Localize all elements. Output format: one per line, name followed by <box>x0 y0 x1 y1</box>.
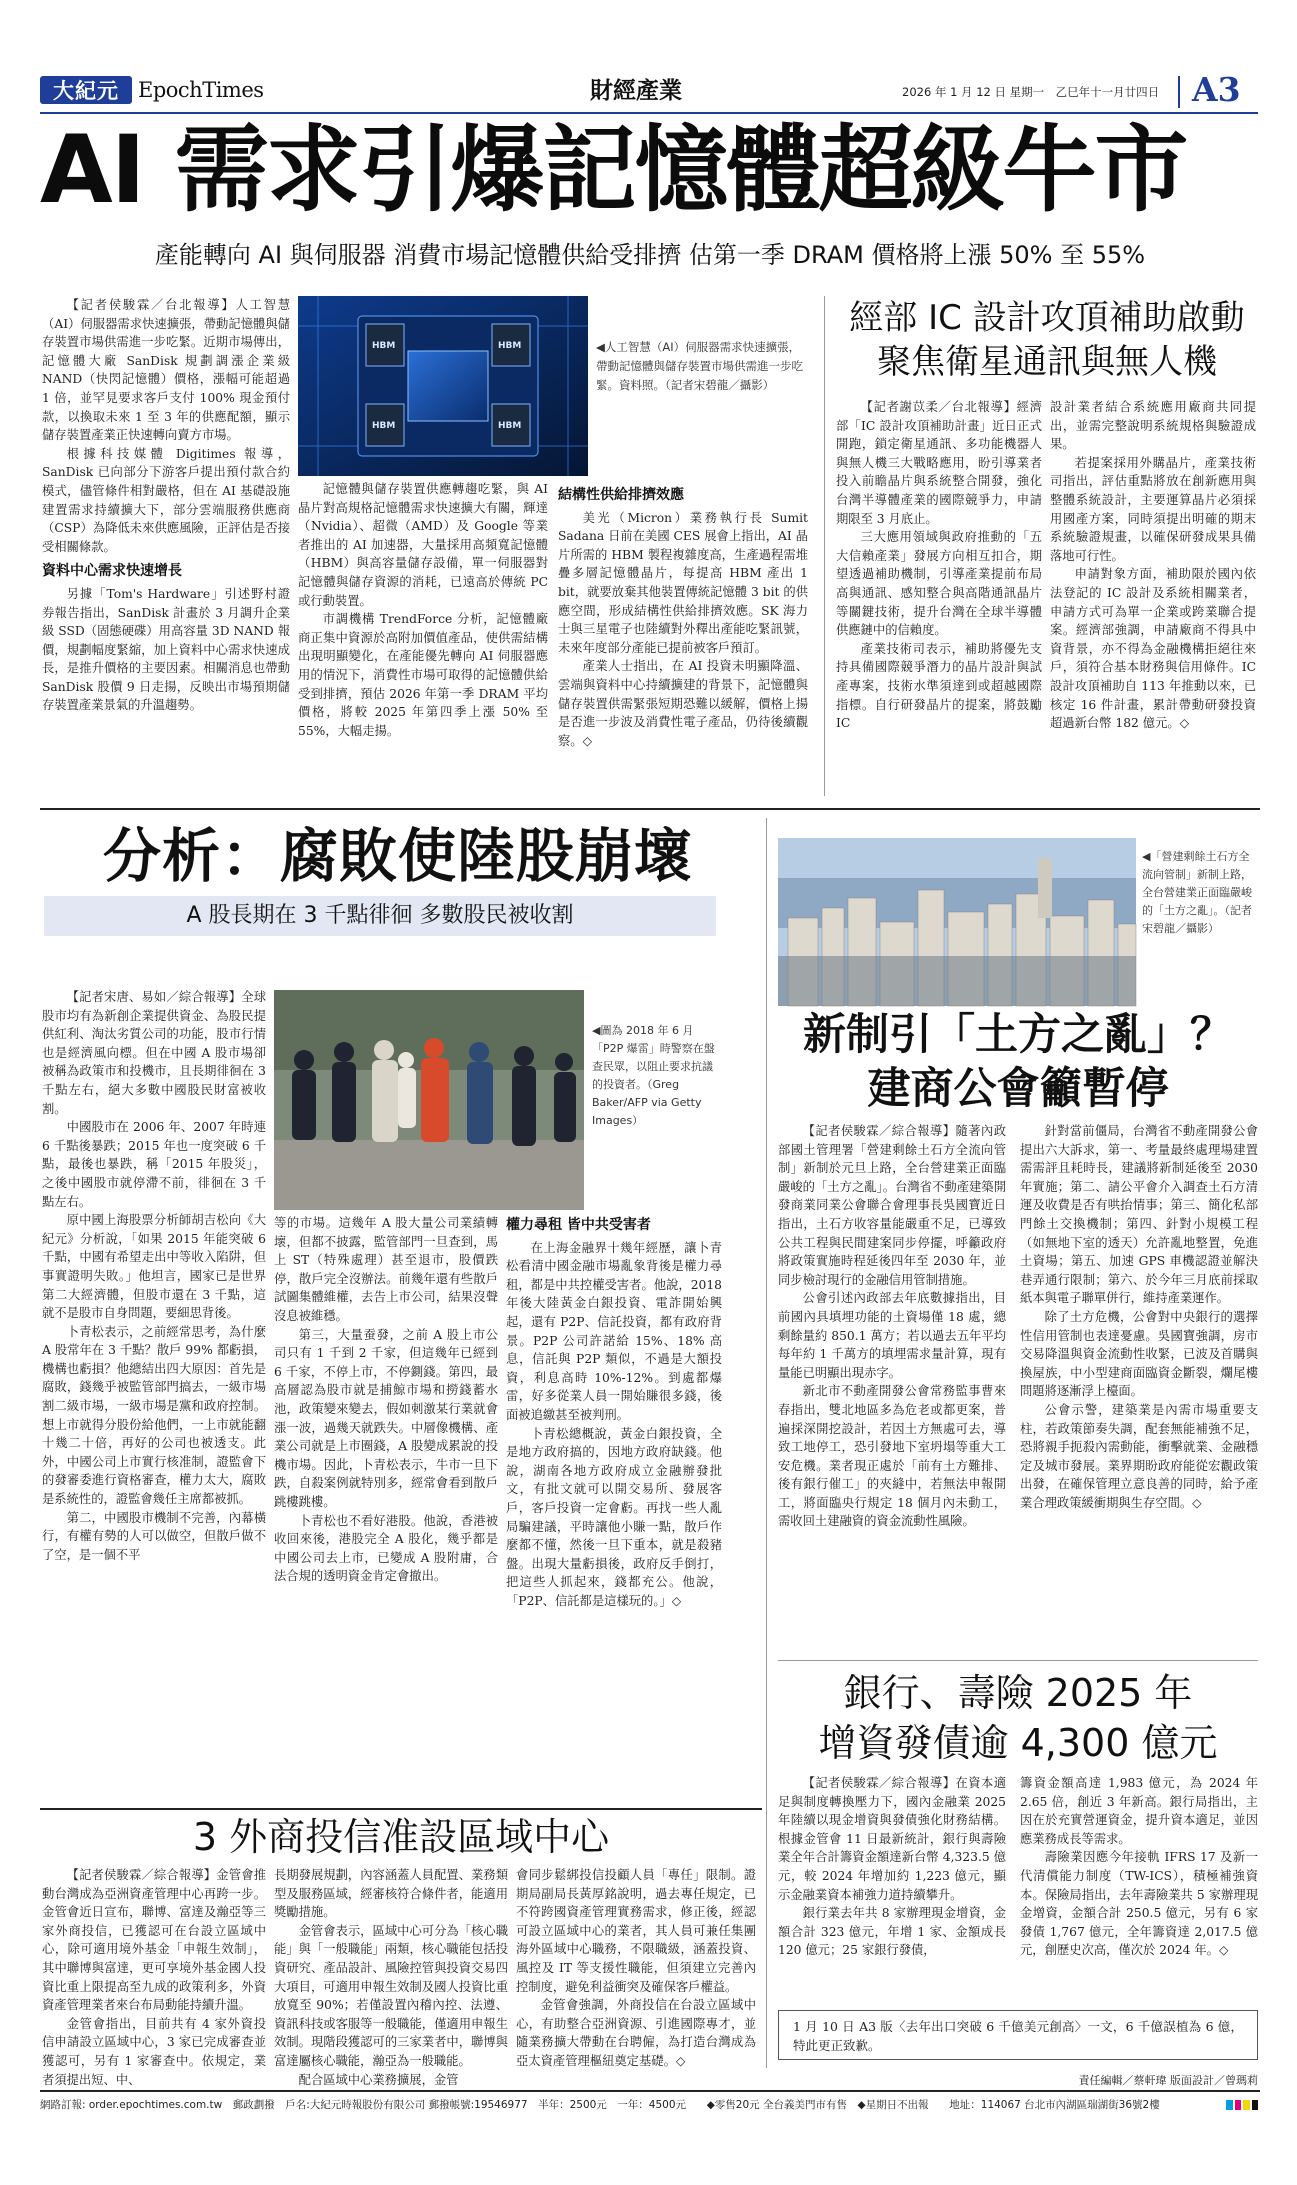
paragraph: 卜青松總概說，黃金白銀投資，全是地方政府搞的，因地方政府缺錢。他說，湖南各地方政府成立金融辦發批文，有批文就可以開交易所、發展客戶，客戶投資一定會虧。再找一些人亂局騙建議，平時讓他小賺一點，散戶作麼都不懂，然後一旦下重本，就是殺豬盤。出現大量虧損後，政府反手倒打，把這些人抓起來，錢都充公。他說，「P2P、信託都是這樣玩的。」◇ <box>506 1426 722 1608</box>
footer-bar <box>40 2094 1260 2116</box>
paragraph: 若提案採用外購晶片，產業技術司指出，評估重點將放在創新應用與整體系統設計，主要運算晶片必須採用國產方案，同時須提出明確的期末系統驗證規畫，以確保研發成果具備落地可行性。 <box>1050 455 1256 563</box>
lead-col-2 <box>298 480 548 796</box>
brand-en: EpochTimes <box>138 78 264 102</box>
paragraph: 【記者侯駿霖／綜合報導】金管會推動台灣成為亞洲資產管理中心再跨一步。金管會近日宣布，聯博、富達及瀚亞等三家外商投信，已獲認可在台設立區域中心，除可適用境外基金「申報生效制」，其中聯博與富達，更可享境外基金國人投資比重上限提高至九成的政策利多，外資資產管理業者來台布局動能持續升溫。 <box>42 1868 266 2013</box>
svg-text:HBM: HBM <box>498 341 522 351</box>
paragraph: 市調機構 TrendForce 分析，記憶體廠商正集中資源於高附加價值產品，使供需結構出現明顯變化，在產能優先轉向 AI 伺服器應用的情況下，消費性市場可取得的記憶體供給受到排擠，預估 2026 年第一季 DRAM 平均價格，將較 2025 年第四季上漲 50% 至 55%，大幅走揚。 <box>298 612 548 738</box>
masthead-logo <box>40 76 132 104</box>
color-registration-marks <box>1226 2100 1258 2110</box>
paragraph: 卜青松表示，之前經常思考，為什麼 A 股常年在 3 千點？散戶 99% 都虧損，機構也虧損？他總結出四大原因：首先是腐敗，錢幾乎被監管部門搞去，一級市場割二級市場，一級市場是黨和政府控制。想上市就得分股份給他們，一上市就能翻十幾二十倍，再好的公司也被透支。此外，中國公司上市實行核准制，證監會下的發審委進行資格審查，權力太大，腐敗是系統性的，證監會幾任主席都被抓。 <box>42 1324 266 1507</box>
ic-headline-line-1: 經部 IC 設計攻頂補助啟動 <box>849 298 1245 338</box>
lead-subheadline: 產能轉向 AI 與伺服器 消費市場記憶體供給受排擠 估第一季 DRAM 價格將上漲 50% 至 55% <box>154 241 1146 269</box>
ic-col-2 <box>1050 398 1256 798</box>
bank-headline-line-1: 銀行、壽險 2025 年 <box>843 1671 1193 1715</box>
page-number-divider <box>1178 76 1180 108</box>
header-rule <box>40 112 1258 114</box>
paragraph: 籌資金額高達 1,983 億元，為 2024 年 2.65 倍，創近 3 年新高。銀行局指出，主因在於充實營運資金，提升資本適足，並因應業務成長等需求。 <box>1020 1776 1258 1846</box>
tufang-headline <box>778 1008 1258 1116</box>
paragraph: 第二，中國股市機制不完善，內幕橫行，有權有勢的人可以做空，但散戶做不了空，是一個不平 <box>42 1510 266 1562</box>
paragraph: 【記者侯駿霖／台北報導】人工智慧（AI）伺服器需求快速擴張，帶動記憶體與儲存裝置市場供需進一步吃緊。近期市場傳出，記憶體大廠 SanDisk 規劃調漲企業級 NAND（快閃記憶體）價格，漲幅可能超過 1 倍，並罕見要求客戶支付 100% 現金預付款，以換取未來 1 至 3 年的供應配額，顯示儲存裝置產業正快速轉向賣方市場。 <box>42 298 290 443</box>
paragraph: 金管會指出，目前共有 4 家外資投信申請設立區域中心，3 家已完成審查並獲認可，另有 1 家審查中。依規定，業者須提出短、中、 <box>42 2016 266 2087</box>
tufang-headline-line-1: 新制引「土方之亂」？ <box>803 1010 1233 1060</box>
column-divider <box>766 818 767 2068</box>
stock-col-3 <box>506 1214 722 1800</box>
paragraph: 設計業者結合系統應用廠商共同提出，並需完整說明系統規格與驗證成果。 <box>1050 400 1256 452</box>
paragraph: 另據「Tom's Hardware」引述野村證券報告指出，SanDisk 計畫於 3 月調升企業級 SSD（固態硬碟）用高容量 3D NAND 報價，規劃幅度緊縮，加上資料中心需求快速成長，是推升價格的主要因素。相關消息也帶動 SanDisk 股價 9 日走揚，反映出市場預期儲存裝置產業景氣的升溫趨勢。 <box>42 586 290 713</box>
paragraph: 卜青松也不看好港股。他說，香港被收回來後，港股完全 A 股化，幾乎都是中國公司去上市，已變成 A 股附庸，合法合規的透明資金肯定會撤出。 <box>274 1513 498 1584</box>
paragraph: 新北市不動產開發公會常務監事曹來春指出，雙北地區多為危老或都更案，普遍採深開挖設計，若因土方無處可去，導致工地停工，恐引發地下室坍塌等重大工安危機。業者現正處於「前有土方難排、後有銀行催工」的夾縫中，若無法申報開工，將面臨央行規定 18 個月內未動工，需收回土建融資的資金流動性風險。 <box>778 1384 1006 1529</box>
paragraph: 會同步鬆綁投信投顧人員「專任」限制。證期局副局長黃厚銘說明，過去專任規定，已不符跨國資產管理實務需求，修正後，經認可設立區域中心的業者，其人員可兼任集團海外區域中心職務，不限職級，涵蓋投資、風控及 IT 等支援性職能，但須建立完善內控制度，避免利益衝突及確保客戶權益。 <box>516 1868 756 1994</box>
paragraph: 針對當前僵局，台灣省不動產開發公會提出六大訴求，第一、考量最終處理場建置需需評且耗時長，建議將新制延後至 2030 年實施；第二、請公平會介入調查土石方清運及收費是否有哄抬情事；第三、簡化私部門餘土交換機制；第四、針對小規模工程（如無地下室的透天）允許亂地整置，免進土資場；第五、加速 GPS 車機認證並解決巷弄通行限制；第六、於今年三月底前採取紙本與電子聯單併行，維持產業運作。 <box>1020 1124 1258 1306</box>
magenta-mark <box>1235 2100 1242 2110</box>
lead-subhead-structural: 結構性供給排擠效應 <box>558 487 684 503</box>
brand-cn: 大紀元 <box>53 78 119 103</box>
lead-headline: AI 需求引爆記憶體超級牛市 <box>40 116 1187 225</box>
stock-col-2 <box>274 1214 498 1800</box>
price-info: ◆零售20元 全台義美門市有售 ◆星期日不出報 <box>706 2099 929 2111</box>
paragraph: 【記者宋唐、易如／綜合報導】全球股市均有為新創企業提供資金、為股民提供紅利、淘汰劣質公司的功能，股市行情也是經濟風向標。但在中國 A 股市場卻被稱為政策市和投機市，且長期徘徊在 3 千點左右，絕大多數中國股民財富被收割。 <box>42 990 266 1116</box>
paragraph: 金管會表示，區域中心可分為「核心職能」與「一般職能」兩類，核心職能包括投資研究、產品設計、風險控管與投資交易四大項目，可適用申報生效制及國人投資比重放寬至 90%；若僅設置內稽內控、法遵、資訊科技或客服等一般職能，僅適用申報生效制。現階段獲認可的三家業者中，聯博與富達屬核心職能，瀚亞為一般職能。 <box>274 1923 508 2068</box>
lead-col-1 <box>42 296 290 796</box>
tufang-photo-caption: ◀「營建剩餘土石方全流向管制」新制上路，全台營建業正面臨嚴峻的「土方之亂」。（記者宋碧龍／攝影） <box>1142 850 1252 935</box>
svg-text:HBM: HBM <box>498 421 522 431</box>
foreign-col-2 <box>274 1866 508 2087</box>
paragraph: 等的市場。這幾年 A 股大量公司業績轉壞，但都不披露，監管部門一旦查到，馬上 ST（特殊處理）甚至退市，股價跌停，散戶完全沒辦法。前幾年還有些散戶試圖集體維權，去告上市公司，結果沒聲沒息被維穩。 <box>274 1216 498 1323</box>
bank-col-1 <box>778 1774 1006 1994</box>
paragraph: 【記者侯駿霖／綜合報導】在資本適足與制度轉換壓力下，國內金融業 2025 年陸續以現金增資與發債強化財務結構。根據金管會 11 日最新統計，銀行與壽險業全年合計籌資金額達新台幣 4,323.5 億元，較 2024 年增加約 1,223 億元，顯示金融業資本補強力道持續攀升。 <box>778 1776 1006 1902</box>
svg-text:HBM: HBM <box>372 341 396 351</box>
paragraph: 公會引述內政部去年底數據指出，目前國內具填埋功能的土資場僅 18 處，總剩餘量約 850.1 萬方；若以過去五年平均每年約 1 千萬方的填埋需求量計算，現有量能已明顯出現赤字。 <box>778 1291 1006 1380</box>
section-divider <box>40 808 1260 810</box>
stock-headline: 分析：腐敗使陸股崩壞 <box>102 822 693 890</box>
yellow-mark <box>1243 2100 1250 2110</box>
lead-photo-caption: ◀人工智慧（AI）伺服器需求快速擴張，帶動記憶體與儲存裝置市場供需進一步吃緊。資料照。（記者宋碧龍／攝影） <box>596 340 803 392</box>
tufang-col-2 <box>1020 1122 1258 1652</box>
column-divider <box>824 296 825 796</box>
paragraph: 除了土方危機，公會對中央銀行的選擇性信用管制也表達憂慮。吳國寶強調，房市交易降溫與資金流動性收緊，已波及首購與換屋族，中小型建商面臨資金斷裂，爛尾樓問題將逐漸浮上檯面。 <box>1020 1309 1258 1399</box>
paragraph: 美光（Micron）業務執行長 Sumit Sadana 日前在美國 CES 展會上指出，AI 晶片所需的 HBM 製程複雜度高，生產過程需堆疊多層記憶體晶片，每提高 HBM 產出 1 bit，就要放棄其他裝置傳統記憶體 3 bit 的供應空間，形成結構性供給排擠效應。SK 海力士與三星電子也陸續對外釋出產能吃緊訊號，未來年度部分產能已提前被客戶預訂。 <box>558 510 808 655</box>
paragraph: 中國股市在 2006 年、2007 年時連 6 千點後暴跌；2015 年也一度突破 6 千點，最後也暴跌，稱「2015 年股災」，之後中國股市就停滯不前，徘徊在 3 千點左右。 <box>42 1120 266 1209</box>
stock-col-1 <box>42 988 266 1800</box>
cyan-mark <box>1226 2100 1233 2110</box>
paragraph: 記憶體與儲存裝置供應轉趨吃緊，與 AI 晶片對高規格記憶體需求快速擴大有關，輝達（Nvidia）、超微（AMD）及 Google 等業者推出的 AI 加速器，大量採用高頻寬記憶體（HBM）與高容量儲存設備，單一伺服器對記憶體與儲存資源的消耗，已遠高於傳統 PC 或行動裝置。 <box>298 482 548 608</box>
stock-subhead-rent-seeking: 權力尋租 皆中共受害者 <box>506 1217 651 1233</box>
foreign-headline: 3 外商投信准設區域中心 <box>192 1815 610 1859</box>
subscription-info: 網路訂報: order.epochtimes.com.tw 郵政劃撥 戶名:大紀元時報股份有限公司 郵撥帳號:19546977 半年：2500元 一年：4500元 <box>40 2099 687 2111</box>
issue-date: 2026 年 1 月 12 日 星期一 乙巳年十一月廿四日 <box>902 85 1160 99</box>
paragraph: 壽險業因應今年接軌 IFRS 17 及新一代清償能力制度（TW-ICS），積極補強資本。保險局指出，去年壽險業共 5 家辦理現金增資，金額合計 250.5 億元，另有 6 家發債 1,767 億元，全年籌資達 2,017.5 億元，創歷史次高，僅次於 2024 年。◇ <box>1020 1850 1258 1958</box>
paragraph: 銀行業去年共 8 家辦理現金增資，金額合計 323 億元，年增 1 家、金額成長 120 億元；25 家銀行發債， <box>778 1906 1006 1958</box>
police-crowd-photo <box>274 990 584 1210</box>
foreign-col-1 <box>42 1866 266 2087</box>
city-skyline-photo <box>778 838 1136 1006</box>
paragraph: 配合區域中心業務擴展，金管 <box>298 2072 459 2087</box>
paragraph: 第三，大量蚕發，之前 A 股上市公司只有 1 千到 2 千家，但這幾年已經到 6 千家，不停上市，不停鍘錢。第四，最高層認為股市就是捕鯨市場和撈錢蓄水池，政策變來變去，假如刺激某行業就會漲一波，過幾天就跌失。中層像機構、產業公司就是上市圈錢，A 股變成累說的投機市場。因此，卜青松表示，牛市一旦下跌，自殺案例就特別多，經常會看到散戶跳樓跳樓。 <box>274 1327 498 1509</box>
black-mark <box>1252 2100 1259 2110</box>
paragraph: 長期發展規劃，內容涵蓋人員配置、業務類型及服務區域，經審核符合條件者，能適用獎勵措施。 <box>274 1868 508 1920</box>
tufang-col-1 <box>778 1122 1006 1652</box>
page-number: A3 <box>1192 70 1241 109</box>
bank-col-2 <box>1020 1774 1258 1994</box>
office-address: 地址：114067 台北市內湖區瑞湖街36號2樓 <box>949 2099 1160 2111</box>
paragraph: 產業人士指出，在 AI 投資未明顯降溫、雲端與資料中心持續擴建的背景下，記憶體與儲存裝置供需緊張短期恐難以緩解，價格上揚是否進一步波及消費性電子產品，仍待後續觀察。◇ <box>558 659 808 748</box>
section-divider <box>778 1660 1258 1661</box>
lead-col-3 <box>558 486 808 796</box>
correction-notice: 1 月 10 日 A3 版〈去年出口突破 6 千億美元創高〉一文，6 千億誤植為 6 億，特此更正致歉。 <box>778 2010 1258 2060</box>
ic-headline-line-2: 聚焦衛星通訊與無人機 <box>877 342 1217 382</box>
section-name: 財經產業 <box>590 77 682 104</box>
footer-rule <box>40 2090 1260 2092</box>
foreign-col-3 <box>516 1866 756 2068</box>
ic-headline <box>836 296 1258 384</box>
tufang-headline-line-2: 建商公會籲暫停 <box>867 1064 1169 1114</box>
paragraph: 【記者謝苡柔／台北報導】經濟部「IC 設計攻頂補助計畫」近日正式開跑，鎖定衛星通訊、多功能機器人與無人機三大戰略應用，盼引導業者投入前瞻晶片與系統整合開發，強化台灣半導體產業的國際競爭力，申請期限至 3 月底止。 <box>836 400 1042 526</box>
paragraph: 三大應用領域與政府推動的「五大信賴產業」發展方向相互扣合，期望透過補助機制，引導產業提前布局高與通訊、感知整合與高階通訊晶片等關鍵技術，提升台灣在全球半導體供應鏈中的信賴度。 <box>836 530 1042 638</box>
bank-headline-line-2: 增資發債逾 4,300 億元 <box>818 1721 1218 1765</box>
paragraph: 公會示警，建築業是內需市場重要支柱，若政策節奏失調，配套無能補強不足，恐將親手扼殺內需動能，衝擊就業、金融穩定及城市發展。業界期盼政府能從宏觀政策出發，在確保管理立意良善的同時，給予產業合理政策緩衝期與生存空間。◇ <box>1020 1402 1258 1510</box>
hbm-chip-photo <box>298 296 588 476</box>
paragraph: 產業技術司表示，補助將優先支持具備國際競爭潛力的晶片設計與試產專案，技術水準須達到或超越國際指標。自行研發晶片的提案，將鼓勵 IC <box>836 641 1042 731</box>
paragraph: 原中國上海股票分析師胡吉松向《大紀元》分析說，「如果 2015 年能突破 6 千點，中國有希望走出中等收入陷阱，但事實證明失敗。」他坦言，國家已是世界第二大經濟體，但股市還在 3 千點，這就不是股市自身問題，要細思背後。 <box>42 1213 266 1321</box>
stock-photo-caption: ◀圖為 2018 年 6 月「P2P 爆雷」時警察在盤查民眾，以阻止要求抗議的投資者。（Greg Baker/AFP via Getty Images） <box>592 1024 715 1127</box>
section-divider <box>40 1808 762 1810</box>
paragraph: 申請對象方面，補助限於國內依法登記的 IC 設計及系統相關業者，申請方式可為單一企業或跨業聯合提案。經濟部強調，申請廠商不得具中資背景，亦不得為金融機構拒絕往來戶，須符合基本財務與信用條件。IC 設計攻頂補助自 113 年推動以來，已核定 16 件計畫，累計帶動研發投資超過新台幣 182 億元。◇ <box>1050 567 1256 731</box>
editor-credit: 責任編輯／蔡軒瑋 版面設計／曾瑪莉 <box>1078 2074 1258 2087</box>
svg-text:HBM: HBM <box>372 421 396 431</box>
paragraph: 【記者侯駿霖／綜合報導】隨著內政部國土管理署「營建剩餘土石方全流向管制」新制於元旦上路，全台營建業正面臨嚴峻的「土方之亂」。台灣省不動產建築開發商業同業公會聯合會理事長吳國寶近日指出，土石方收容量能嚴重不足，已導致公共工程與民間建案同步停擺，呼籲政府將政策實施時程延後四年至 2030 年，並同步檢討現行的金融信用管制措施。 <box>778 1124 1006 1287</box>
stock-subheadline: A 股長期在 3 千點徘徊 多數股民被收割 <box>44 896 716 936</box>
paragraph: 根據科技媒體 Digitimes 報導，SanDisk 已向部分下游客戶提出預付款合約模式，儘管條件相對嚴格，但在 AI 基礎設施建置需求持續擴大下，部分雲端服務供應商（CSP）為降低未來供應風險，正評估是否接受相關條款。 <box>42 446 290 554</box>
ic-col-1 <box>836 398 1042 798</box>
paragraph: 在上海金融界十幾年經歷，讓卜青松看清中國金融市場亂象背後是權力尋租，都是中共控權受害者。他說，2018 年後大陸黃金白銀投資、電詐開始興起，還有 P2P、信託投資，都有政府背景。P2P 公司許諾給 15%、18% 高息，信託與 P2P 類似，不過是大額投資，利息高時 10%-12%。到處都爆雷，好多從業人員一開始賺很多錢，後面被追繳甚至被判刑。 <box>506 1240 722 1422</box>
bank-headline <box>778 1668 1258 1768</box>
lead-subhead-datacenter: 資料中心需求快速增長 <box>42 563 182 580</box>
paragraph: 金管會強調，外商投信在台設立區域中心，有助整合亞洲資源、引進國際專才，並隨業務擴大帶動在台聘僱，為打造台灣成為亞太資產管理樞紐奠定基礎。◇ <box>516 1998 756 2068</box>
